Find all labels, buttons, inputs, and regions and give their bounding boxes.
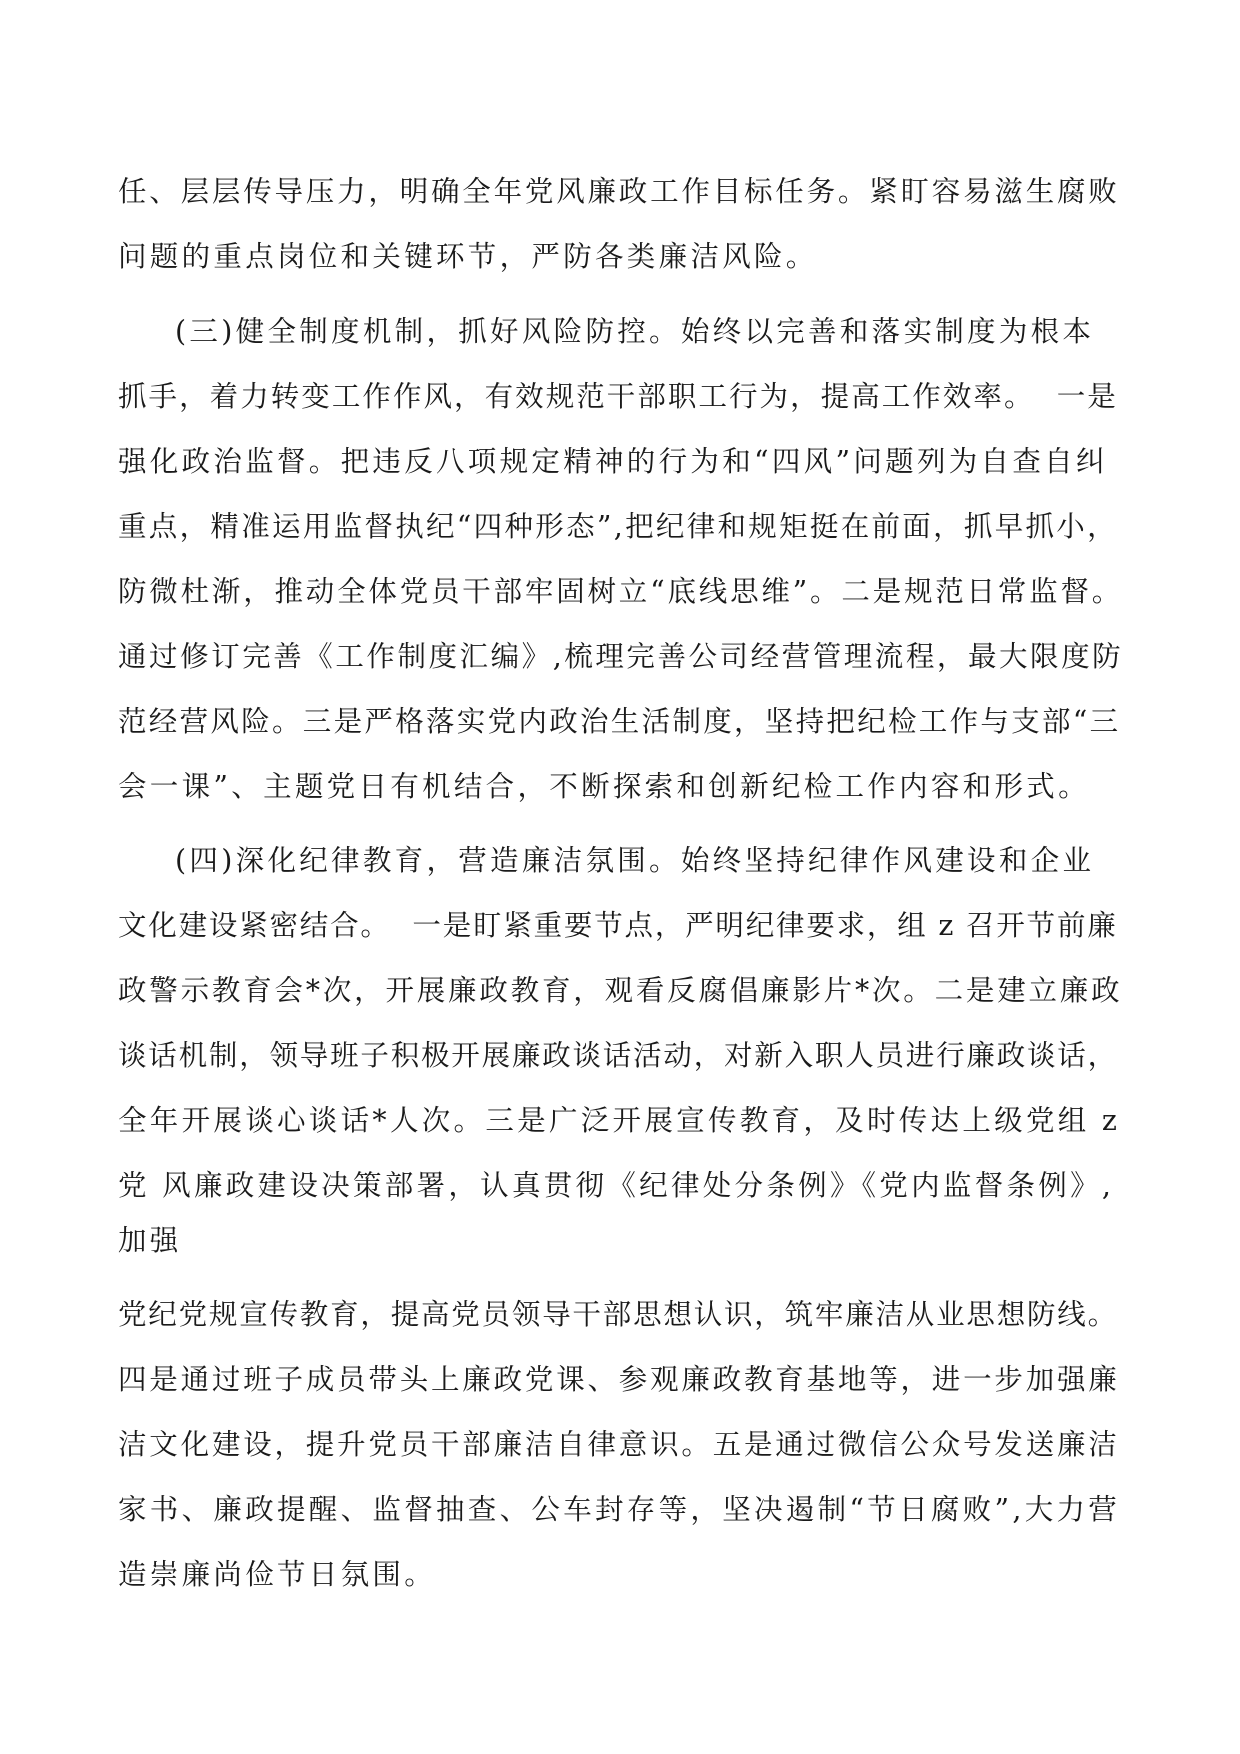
section-3-heading-line: (三)健全制度机制，抓好风险防控。始终以完善和落实制度为根本 xyxy=(175,315,1095,348)
text-line: 强化政治监督。把违反八项规定精神的行为和“四风”问题列为自查自纠 xyxy=(118,445,1108,478)
text-line: 会一课”、主题党日有机结合，不断探索和创新纪检工作内容和形式。 xyxy=(118,770,1090,803)
text-line: 全年开展谈心谈话*人次。三是广泛开展宣传教育，及时传达上级党组 z xyxy=(118,1104,1121,1137)
text-line: 政警示教育会*次，开展廉政教育，观看反腐倡廉影片*次。二是建立廉政 xyxy=(118,974,1123,1007)
text-line: 通过修订完善《工作制度汇编》,梳理完善公司经营管理流程，最大限度防 xyxy=(118,640,1124,673)
text-line: 范经营风险。三是严格落实党内政治生活制度，坚持把纪检工作与支部“三 xyxy=(118,705,1121,738)
text-line: 党纪党规宣传教育，提高党员领导干部思想认识，筑牢廉洁从业思想防线。 xyxy=(118,1298,1118,1331)
section-4-heading-line: (四)深化纪律教育，营造廉洁氛围。始终坚持纪律作风建设和企业 xyxy=(175,844,1095,877)
text-line: 造崇廉尚俭节日氛围。 xyxy=(118,1558,437,1591)
text-line: 党 风廉政建设决策部署，认真贯彻《纪律处分条例》《党内监督条例》, xyxy=(118,1169,1115,1202)
text-line: 抓手，着力转变工作作风，有效规范干部职工行为，提高工作效率。 一是 xyxy=(118,380,1118,413)
text-line: 文化建设紧密结合。 一是盯紧重要节点，严明纪律要求，组 z 召开节前廉 xyxy=(118,909,1118,942)
text-line: 谈话机制，领导班子积极开展廉政谈话活动，对新入职人员进行廉政谈话， xyxy=(118,1039,1118,1072)
text-line: 问题的重点岗位和关键环节，严防各类廉洁风险。 xyxy=(118,240,818,273)
text-line: 四是通过班子成员带头上廉政党课、参观廉政教育基地等，进一步加强廉 xyxy=(118,1363,1120,1396)
text-line: 防微杜渐，推动全体党员干部牢固树立“底线思维”。二是规范日常监督。 xyxy=(118,575,1124,608)
text-line: 家书、廉政提醒、监督抽查、公车封存等，坚决遏制“节日腐败”,大力营 xyxy=(118,1493,1121,1526)
text-line: 加强 xyxy=(118,1224,182,1257)
text-line: 洁文化建设，提升党员干部廉洁自律意识。五是通过微信公众号发送廉洁 xyxy=(118,1428,1120,1461)
text-line: 重点，精准运用监督执纪“四种形态”,把纪律和规矩挺在前面，抓早抓小， xyxy=(118,510,1118,543)
text-line: 任、层层传导压力，明确全年党风廉政工作目标任务。紧盯容易滋生腐败 xyxy=(118,175,1120,208)
